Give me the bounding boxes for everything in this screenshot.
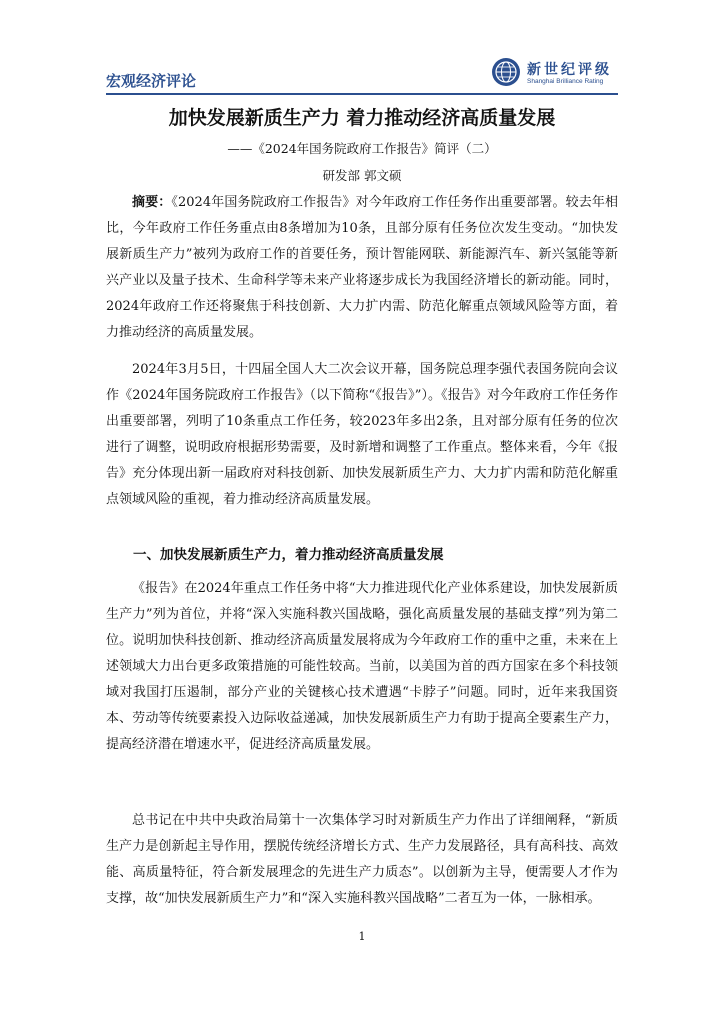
body-paragraph-1: 2024年3月5日，十四届全国人大二次会议开幕，国务院总理李强代表国务院向会议作《2024年国务院政府工作报告》（以下简称“《报告》”）。《报告》对今年政府工作任务作出重要部署，列明了10条重点工作任务，较2023年多出2条，且对部分原有任务的位次进行了调整，说明政府根据形势需要，及时新增和调整了工作重点。整体来看，今年《报告》充分体现出新一届政府对科技创新、加快发展新质生产力、大力扩内需和防范化解重点领域风险的重视，着力推动经济高质量发展。	[106, 362, 618, 507]
abstract-label: 摘要：	[132, 195, 172, 210]
abstract-paragraph	[106, 190, 618, 346]
abstract-text: 《2024年国务院政府工作报告》对今年政府工作任务作出重要部署。较去年相比，今年政府工作任务重点由8条增加为10条，且部分原有任务位次发生变动。“加快发展新质生产力”被列为政府工作的首要任务，预计智能网联、新能源汽车、新兴氢能等新兴产业以及量子技术、生命科学等未来产业将逐步成长为我国经济增长的新动能。同时，2024年政府工作还将聚焦于科技创新、大力扩内需、防范化解重点领域风险等方面，着力推动经济的高质量发展。	[106, 195, 618, 340]
body-paragraph-3: 总书记在中共中央政治局第十一次集体学习时对新质生产力作出了详细阐释，“新质生产力是创新起主导作用，摆脱传统经济增长方式、生产力发展路径，具有高科技、高效能、高质量特征，符合新发展理念的先进生产力质态”。以创新为主导，便需要人才作为支撑，故“加快发展新质生产力”和“深入实施科教兴国战略”二者互为一体，一脉相承。	[106, 813, 618, 906]
header-series-title: 宏观经济评论	[106, 72, 197, 90]
page-number: 1	[358, 930, 366, 943]
body-paragraph-2: 《报告》在2024年重点工作任务中将“大力推进现代化产业体系建设，加快发展新质生产力”列为首位，并将“深入实施科教兴国战略，强化高质量发展的基础支撑”列为第二位。说明加快科技创新、推动经济高质量发展将成为今年政府工作的重中之重，未来在上述领域大力出台更多政策措施的可能性较高。当前，以美国为首的西方国家在多个科技领域对我国打压遏制，部分产业的关键核心技术遭遇“卡脖子”问题。同时，近年来我国资本、劳动等传统要素投入边际收益递减，加快发展新质生产力有助于提高全要素生产力，提高经济潜在增速水平，促进经济高质量发展。	[106, 581, 618, 752]
brand-name: 新世纪评级	[527, 62, 612, 78]
document-subtitle: ——《2024年国务院政府工作报告》简评（二）	[227, 141, 497, 156]
globe-icon	[491, 57, 521, 87]
section-heading-1: 一、加快发展新质生产力，着力推动经济高质量发展	[133, 547, 444, 563]
brand-logo	[491, 57, 621, 91]
brand-english-name: Shanghai Brilliance Rating	[527, 78, 604, 85]
document-author: 研发部 郭文硕	[322, 168, 402, 183]
document-title: 加快发展新质生产力 着力推动经济高质量发展	[168, 107, 556, 129]
header-divider	[106, 93, 618, 95]
